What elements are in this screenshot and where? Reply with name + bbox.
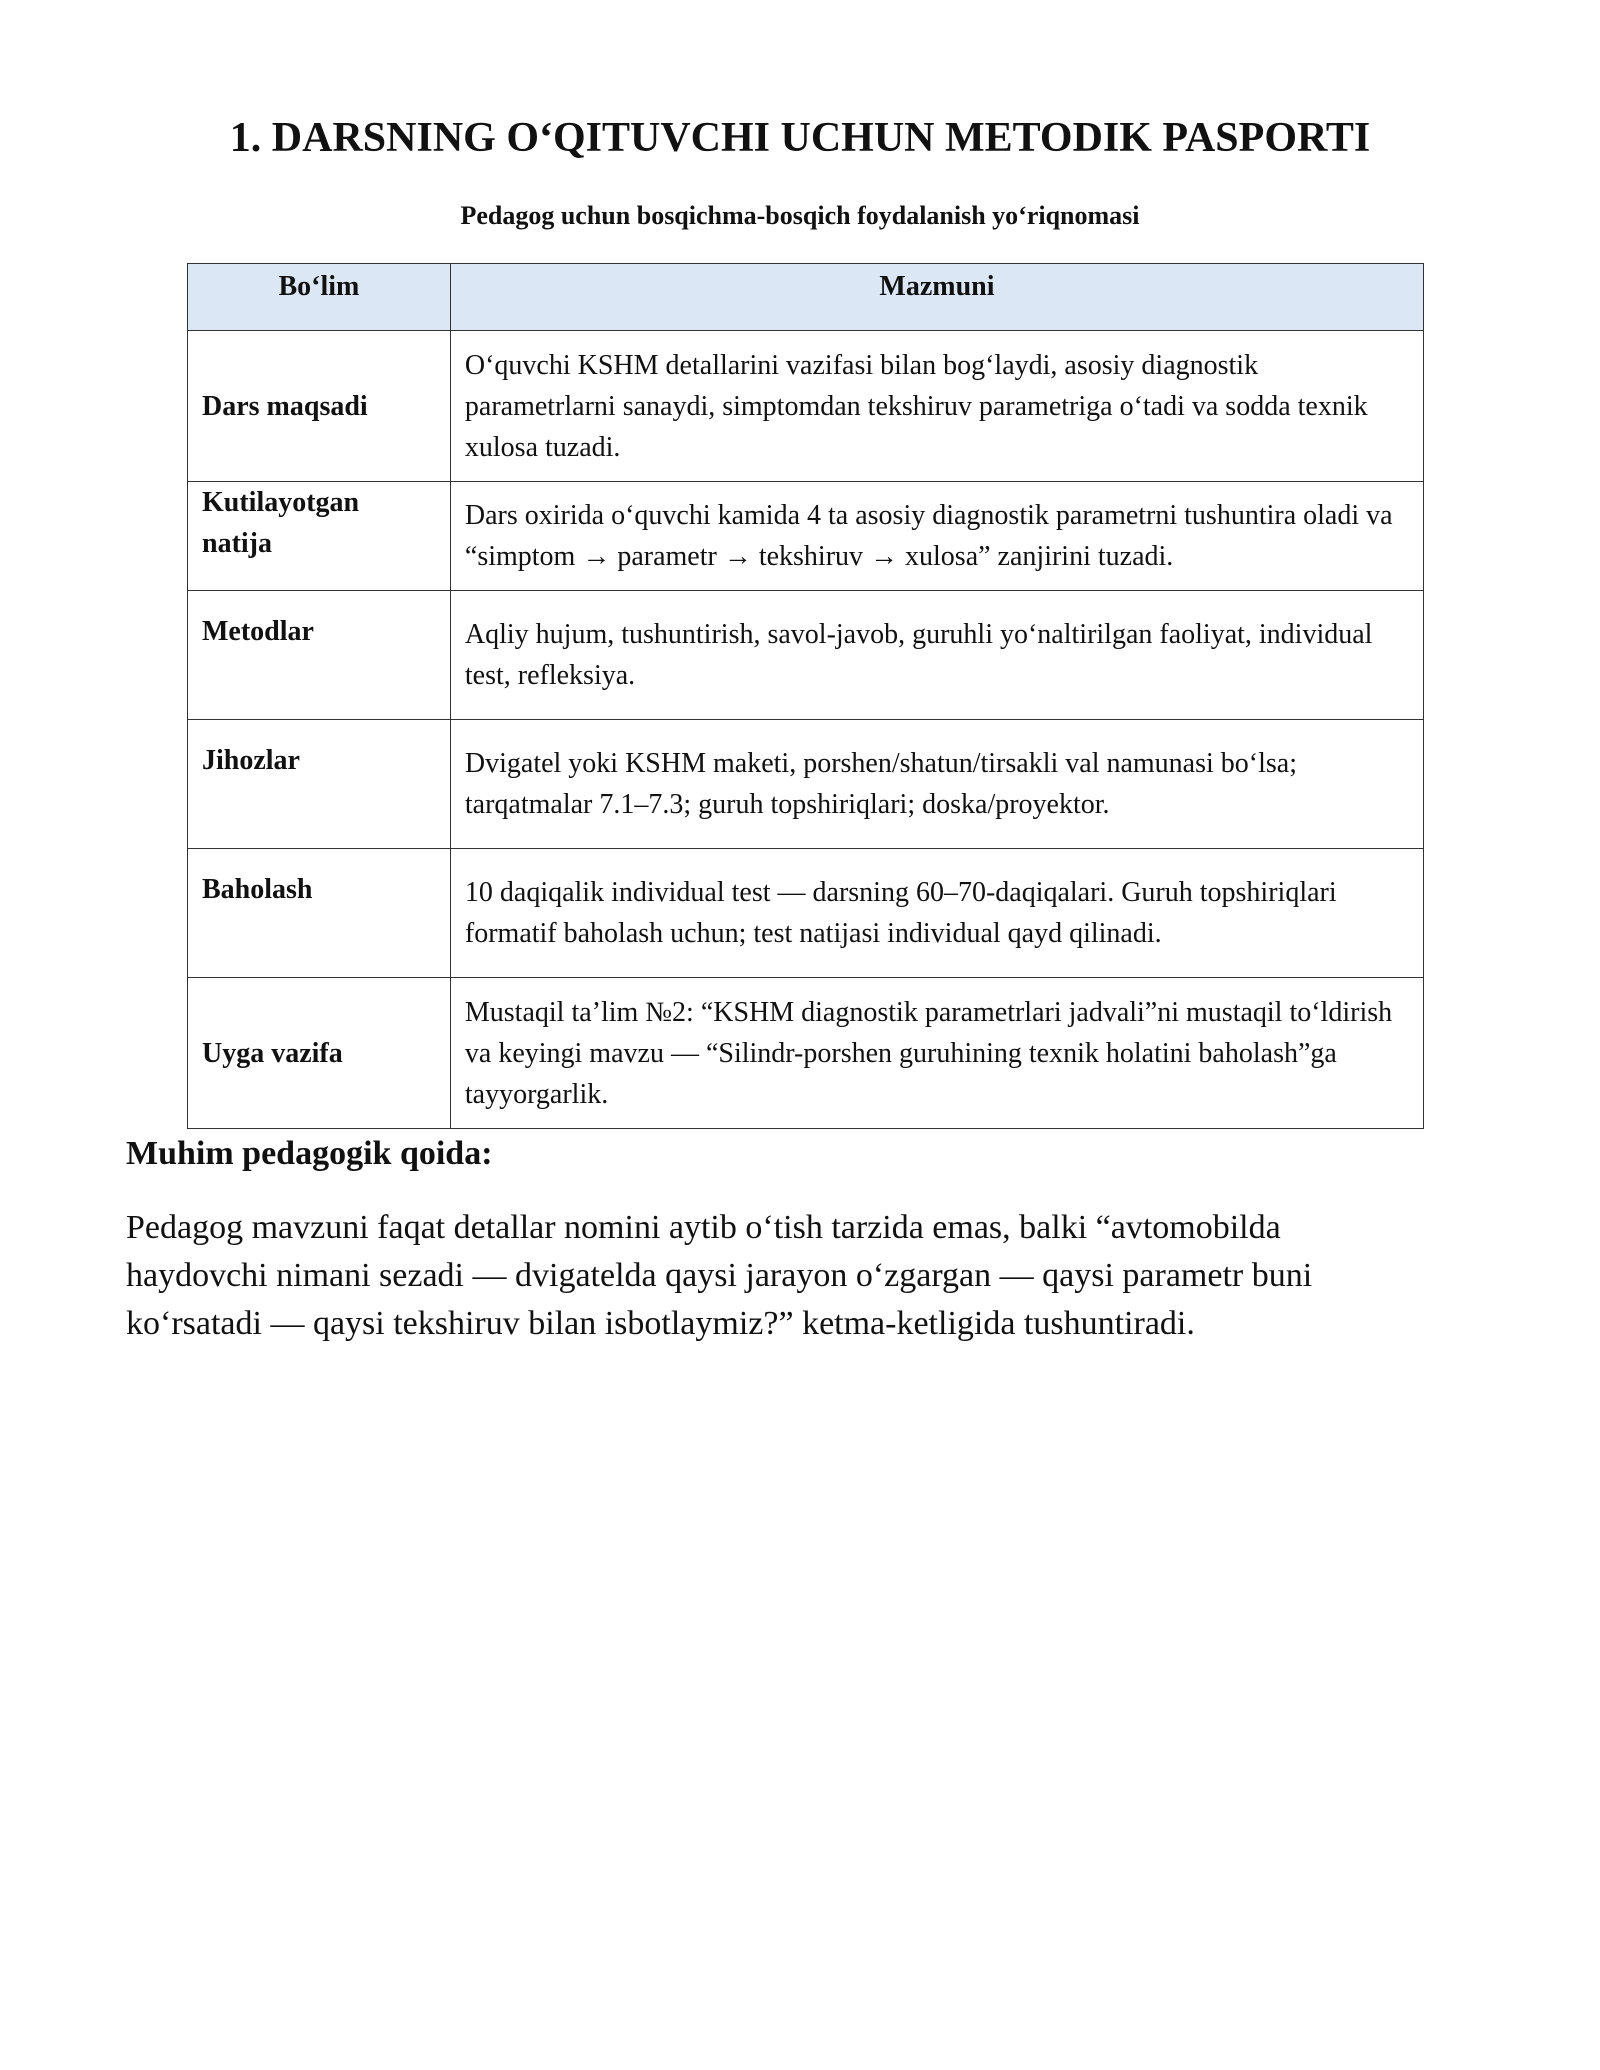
row-content-methods: Aqliy hujum, tushuntirish, savol-javob, guruhli yo‘naltirilgan faoliyat, individual test, refleksiya. — [450, 591, 1423, 720]
table-row — [188, 720, 1424, 849]
row-label-equipment: Jihozlar — [188, 720, 451, 849]
table-row — [188, 591, 1424, 720]
column-header-section: Bo‘lim — [188, 264, 451, 331]
table-row — [188, 849, 1424, 978]
row-label-assessment: Baholash — [188, 849, 451, 978]
row-label-lesson-goal: Dars maqsadi — [188, 331, 451, 482]
table-header-row — [188, 264, 1424, 331]
methodical-passport-table — [187, 263, 1424, 1129]
row-label-expected-result: Kutilayotgan natija — [188, 482, 451, 591]
pedagogical-rule-heading: Muhim pedagogik qoida: — [126, 1135, 493, 1172]
row-content-lesson-goal: O‘quvchi KSHM detallarini vazifasi bilan bog‘laydi, asosiy diagnostik parametrlarni sanaydi, simptomdan tekshiruv parametriga o‘tadi va sodda texnik xulosa tuzadi. — [450, 331, 1423, 482]
column-header-content: Mazmuni — [450, 264, 1423, 331]
row-content-expected-result: Dars oxirida o‘quvchi kamida 4 ta asosiy diagnostik parametrni tushuntira oladi va “simptom → parametr → tekshiruv → xulosa” zanjirini tuzadi. — [450, 482, 1423, 591]
row-label-homework: Uyga vazifa — [188, 978, 451, 1129]
row-content-equipment: Dvigatel yoki KSHM maketi, porshen/shatun/tirsakli val namunasi bo‘lsa; tarqatmalar 7.1–7.3; guruh topshiriqlari; doska/proyektor. — [450, 720, 1423, 849]
page-title: 1. DARSNING O‘QITUVCHI UCHUN METODIK PASPORTI — [229, 115, 1371, 161]
table-row — [188, 482, 1424, 591]
page-subtitle: Pedagog uchun bosqichma-bosqich foydalanish yo‘riqnomasi — [460, 201, 1140, 230]
pedagogical-rule-text: Pedagog mavzuni faqat detallar nomini aytib o‘tish tarzida emas, balki “avtomobilda haydovchi nimani sezadi — dvigatelda qaysi jarayon o‘zgargan — qaysi parametr buni ko‘rsatadi — qaysi tekshiruv bilan isbotlaymiz?” ketma-ketligida tushuntiradi. — [126, 1209, 1313, 1342]
table-row — [188, 331, 1424, 482]
row-content-assessment: 10 daqiqalik individual test — darsning 60–70-daqiqalari. Guruh topshiriqlari formatif baholash uchun; test natijasi individual qayd qilinadi. — [450, 849, 1423, 978]
table-row — [188, 978, 1424, 1129]
row-content-homework: Mustaqil ta’lim №2: “KSHM diagnostik parametrlari jadvali”ni mustaqil to‘ldirish va keyingi mavzu — “Silindr-porshen guruhining texnik holatini baholash”ga tayyorgarlik. — [450, 978, 1423, 1129]
row-label-methods: Metodlar — [188, 591, 451, 720]
